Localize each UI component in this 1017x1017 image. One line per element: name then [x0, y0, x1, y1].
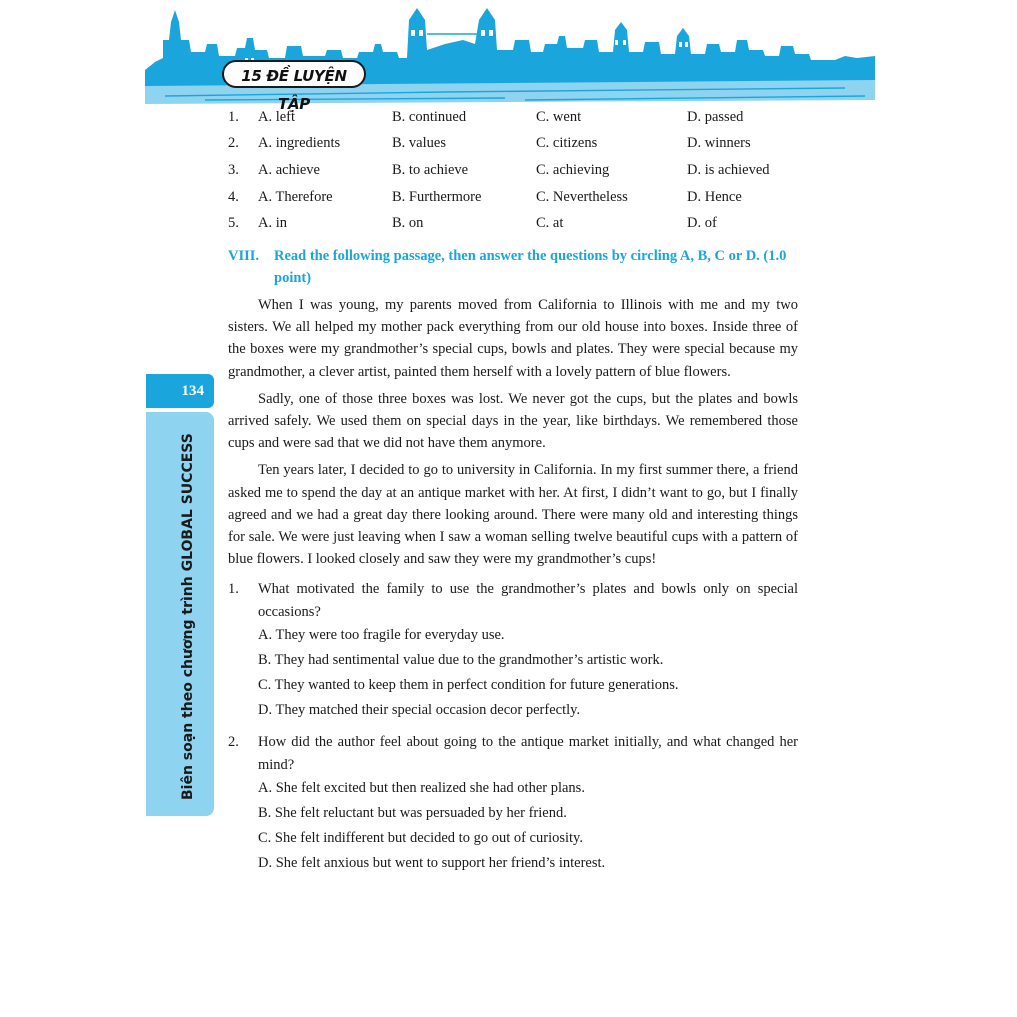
option-c: C. Nevertheless	[536, 188, 628, 205]
skyline-banner	[145, 0, 875, 108]
table-row	[228, 184, 798, 211]
option-d: D. passed	[687, 108, 744, 125]
table-row	[228, 157, 798, 184]
answer-option: A. She felt excited but then realized she had other plans.	[258, 780, 585, 797]
page-number: 134	[146, 374, 214, 408]
item-number: 2.	[228, 135, 239, 152]
option-a: A. ingredients	[258, 135, 341, 152]
option-c: C. at	[536, 215, 564, 232]
section-heading	[228, 245, 798, 289]
section-instruction: Read the following passage, then answer the questions by circling A, B, C or D. (1.0 point)	[274, 247, 787, 286]
option-a: A. Therefore	[258, 188, 333, 205]
passage-paragraph: Sadly, one of those three boxes was lost. We never got the cups, but the plates and bowls arrived safely. We used them on special days in the year, like birthdays. We remembered those cups and were sad that we did not have them anymore.	[228, 390, 798, 452]
option-a: A. achieve	[258, 161, 320, 178]
question-number: 1.	[228, 581, 239, 598]
item-number: 4.	[228, 188, 239, 205]
question-number: 2.	[228, 734, 239, 751]
answer-option: D. They matched their special occasion decor perfectly.	[258, 702, 581, 719]
question-text: What motivated the family to use the grandmother’s plates and bowls only on special occasions?	[258, 581, 798, 620]
answer-option: C. They wanted to keep them in perfect condition for future generations.	[258, 677, 679, 694]
item-number: 3.	[228, 161, 239, 178]
passage-paragraph: Ten years later, I decided to go to university in California. In my first summer there, a friend asked me to spend the day at an antique market with her. At first, I didn’t want to go, but I finally agreed and we had a great day there looking around. There were many old and interesting things for sale. We were just leaving when I saw a woman selling twelve beautiful cups with a pattern of blue flowers. I looked closely and saw they were my grandmother’s cups!	[228, 462, 798, 568]
item-number: 1.	[228, 108, 239, 125]
book-series-title: 15 ĐỀ LUYỆN TẬP	[222, 60, 366, 88]
answer-options-table	[228, 104, 798, 237]
question-text: How did the author feel about going to the antique market initially, and what changed her mind?	[258, 734, 798, 773]
option-d: D. Hence	[687, 188, 742, 205]
side-tab-label: Biên soạn theo chương trình GLOBAL SUCCESS	[180, 433, 196, 800]
answer-option: A. They were too fragile for everyday use.	[258, 627, 505, 644]
option-d: D. of	[687, 215, 717, 232]
answer-option: B. They had sentimental value due to the grandmother’s artistic work.	[258, 652, 664, 669]
option-b: B. continued	[392, 108, 467, 125]
option-c: C. achieving	[536, 161, 610, 178]
option-c: C. citizens	[536, 135, 598, 152]
question-item	[228, 578, 798, 623]
option-b: B. to achieve	[392, 161, 469, 178]
answer-option: C. She felt indifferent but decided to go out of curiosity.	[258, 830, 583, 847]
option-a: A. left	[258, 108, 296, 125]
option-b: B. Furthermore	[392, 188, 482, 205]
table-row	[228, 131, 798, 158]
table-row	[228, 104, 798, 131]
option-c: C. went	[536, 108, 582, 125]
table-row	[228, 210, 798, 237]
section-number: VIII.	[228, 247, 260, 264]
option-b: B. values	[392, 135, 446, 152]
option-b: B. on	[392, 215, 424, 232]
answer-option: B. She felt reluctant but was persuaded by her friend.	[258, 805, 567, 822]
question-item	[228, 731, 798, 776]
passage-paragraph: When I was young, my parents moved from California to Illinois with me and my two sisters. We all helped my mother pack everything from our old house into boxes. Inside three of the boxes were my grandmother’s special cups, bowls and plates. They were special because my grandmother, a clever artist, painted them herself with a lovely pattern of blue flowers.	[228, 296, 798, 380]
answer-option: D. She felt anxious but went to support her friend’s interest.	[258, 855, 606, 872]
option-a: A. in	[258, 215, 287, 232]
page-content	[228, 104, 798, 876]
option-d: D. is achieved	[687, 161, 770, 178]
city-skyline-illustration	[145, 0, 875, 108]
item-number: 5.	[228, 215, 239, 232]
option-d: D. winners	[687, 135, 751, 152]
